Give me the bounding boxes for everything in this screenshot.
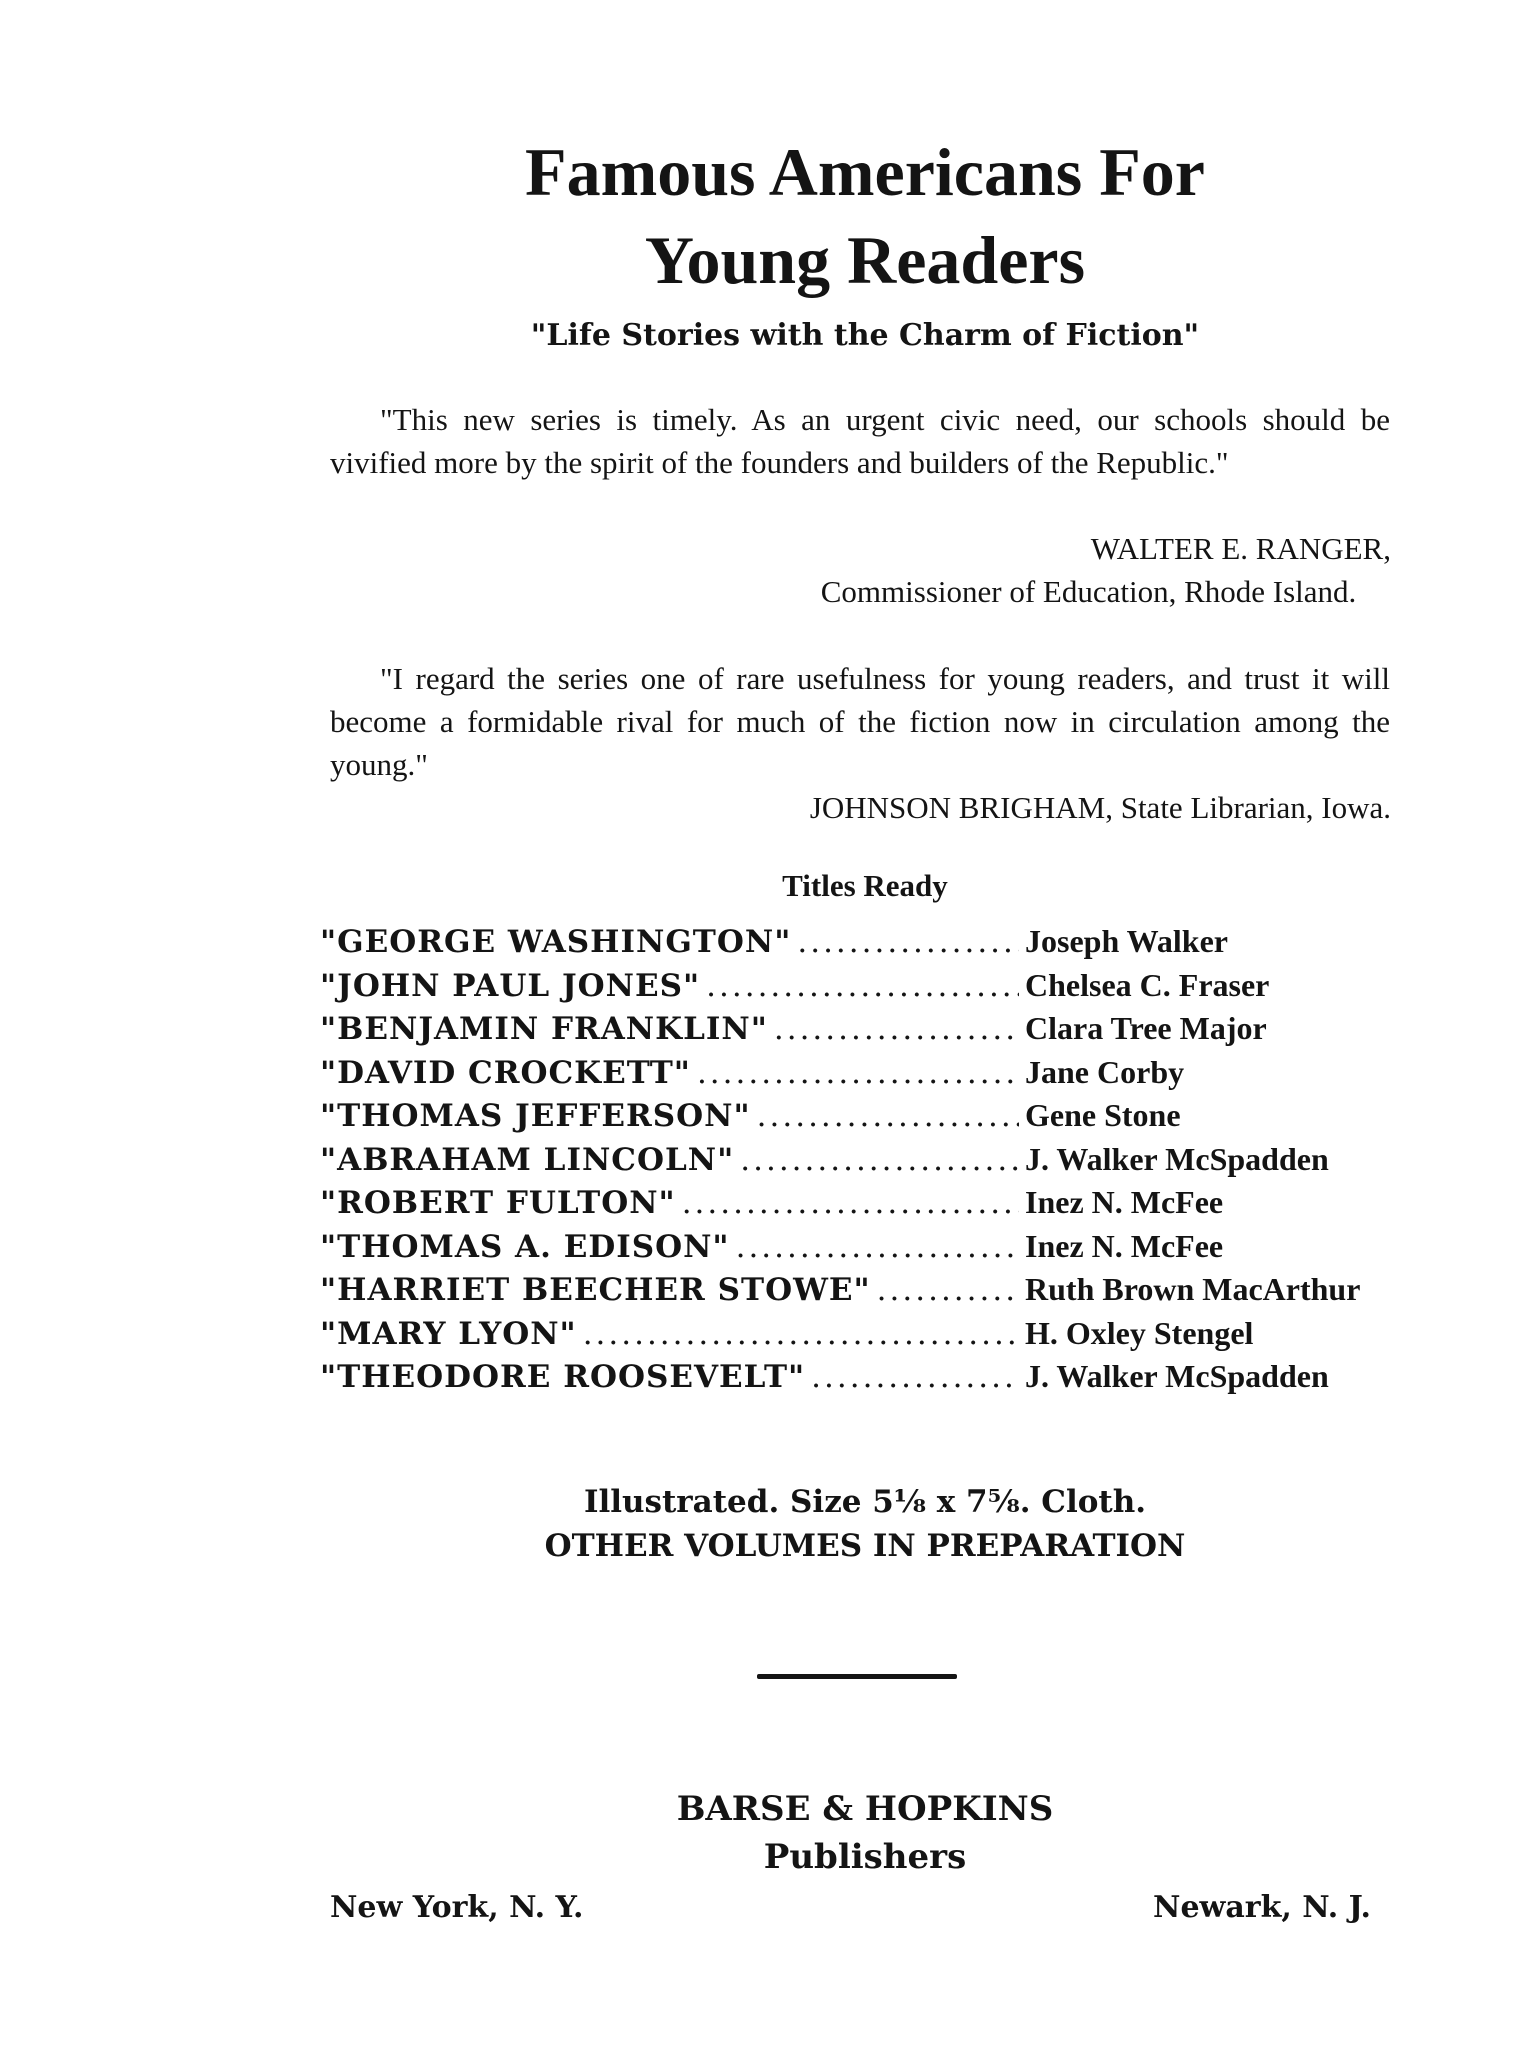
page-title — [300, 128, 1430, 304]
list-item — [320, 1181, 1420, 1225]
quote-text: "I regard the series one of rare usefulness for young readers, and trust it will become a formidable rival for much of the fiction now in circulation among the young." — [330, 661, 1390, 782]
list-item — [320, 964, 1420, 1008]
leader-dots — [682, 1182, 1019, 1225]
title-line-1: Famous Americans For — [525, 134, 1205, 210]
publisher-block — [300, 1785, 1430, 1881]
quote-text: "This new series is timely. As an urgent civic need, our schools should be vivified more by the spirit of the founders and builders of the Republic." — [330, 402, 1390, 480]
book-title: "THEODORE ROOSEVELT" — [320, 1359, 806, 1395]
list-item — [320, 1051, 1420, 1095]
book-title: "GEORGE WASHINGTON" — [320, 924, 792, 960]
list-item — [320, 1312, 1420, 1356]
edition-details — [300, 1480, 1430, 1568]
city-newark: Newark, N. J. — [1153, 1890, 1371, 1925]
quote-brigham-attribution — [810, 786, 1391, 829]
list-item — [320, 1355, 1420, 1399]
attribution-title: Commissioner of Education, Rhode Island. — [820, 574, 1357, 609]
book-author: H. Oxley Stengel — [1025, 1314, 1254, 1351]
book-title: "THOMAS A. EDISON" — [320, 1228, 730, 1265]
book-title: "ROBERT FULTON" — [320, 1185, 676, 1221]
attribution-name: JOHNSON BRIGHAM, State Librarian, Iowa. — [809, 790, 1391, 825]
leader-dots — [697, 1052, 1019, 1095]
book-title: "THOMAS JEFFERSON" — [320, 1098, 751, 1134]
book-title: "JOHN PAUL JONES" — [320, 967, 701, 1004]
list-item — [320, 1094, 1420, 1138]
edition-note: OTHER VOLUMES IN PREPARATION — [544, 1528, 1186, 1564]
book-title: "ABRAHAM LINCOLN" — [320, 1141, 735, 1178]
leader-dots — [706, 965, 1019, 1008]
list-item — [320, 1007, 1420, 1051]
divider-rule — [757, 1674, 957, 1679]
attribution-name: WALTER E. RANGER, — [1090, 531, 1391, 566]
leader-dots — [877, 1269, 1019, 1312]
title-line-2: Young Readers — [644, 222, 1086, 298]
book-author: Gene Stone — [1025, 1097, 1181, 1133]
subtitle: "Life Stories with the Charm of Fiction" — [530, 318, 1200, 353]
book-author: Chelsea C. Fraser — [1025, 966, 1270, 1003]
book-author: J. Walker McSpadden — [1025, 1140, 1329, 1177]
publisher-role: Publishers — [763, 1837, 967, 1877]
leader-dots — [774, 1008, 1019, 1051]
book-author: Ruth Brown MacArthur — [1025, 1271, 1361, 1307]
leader-dots — [757, 1095, 1019, 1138]
book-author: Inez N. McFee — [1025, 1184, 1224, 1220]
book-author: Joseph Walker — [1025, 923, 1228, 959]
book-title: "MARY LYON" — [320, 1315, 577, 1352]
book-title: "BENJAMIN FRANKLIN" — [320, 1011, 768, 1047]
book-author: Inez N. McFee — [1025, 1227, 1224, 1264]
titles-heading: Titles Ready — [782, 868, 948, 903]
edition-spec: Illustrated. Size 5⅛ x 7⅝. Cloth. — [583, 1484, 1147, 1520]
quote-ranger-attribution — [821, 527, 1391, 613]
titles-list — [320, 920, 1420, 1399]
list-item — [320, 1138, 1420, 1182]
book-title: "HARRIET BEECHER STOWE" — [320, 1272, 871, 1308]
quote-ranger — [330, 398, 1390, 484]
leader-dots — [583, 1313, 1019, 1356]
leader-dots — [740, 1139, 1019, 1182]
leader-dots — [736, 1226, 1019, 1269]
book-author: Jane Corby — [1025, 1053, 1185, 1090]
list-item — [320, 920, 1420, 964]
publisher-name: BARSE & HOPKINS — [676, 1789, 1054, 1829]
book-title: "DAVID CROCKETT" — [320, 1054, 691, 1091]
leader-dots — [797, 921, 1019, 964]
list-item — [320, 1225, 1420, 1269]
leader-dots — [811, 1356, 1019, 1399]
list-item — [320, 1268, 1420, 1312]
book-author: J. Walker McSpadden — [1025, 1358, 1329, 1394]
city-new-york: New York, N. Y. — [330, 1890, 584, 1925]
book-author: Clara Tree Major — [1025, 1010, 1267, 1046]
quote-brigham — [330, 657, 1390, 786]
